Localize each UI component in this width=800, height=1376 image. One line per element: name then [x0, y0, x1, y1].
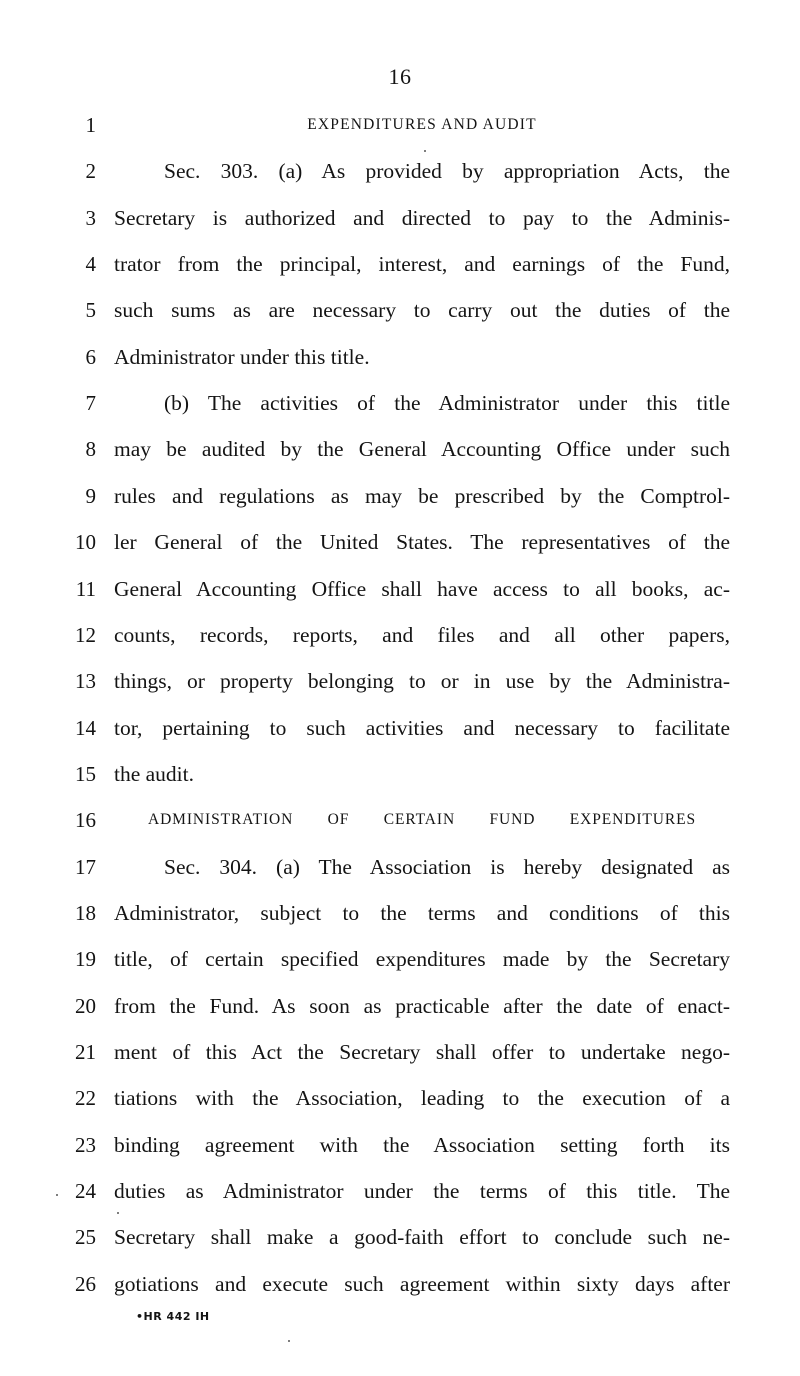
line-number: 11 [75, 576, 96, 601]
line-number: 18 [75, 900, 96, 925]
line-number: 5 [85, 298, 96, 323]
line-number: 4 [85, 252, 96, 277]
text-line [0, 989, 800, 1023]
line-number: 21 [75, 1040, 96, 1064]
line-text: binding agreement with the Association setting forth its [114, 1132, 730, 1157]
text-line [0, 525, 800, 559]
text-line [0, 618, 800, 652]
line-number: 25 [75, 1225, 96, 1250]
line-number: 14 [75, 715, 96, 740]
text-line [0, 340, 800, 374]
line-text: General Accounting Office shall have access to all books, ac- [114, 576, 730, 601]
text-line [0, 108, 800, 142]
line-number: 7 [85, 391, 96, 416]
page-number: 16 [388, 64, 412, 89]
text-line [0, 432, 800, 466]
text-line [0, 572, 800, 606]
line-number: 3 [85, 205, 96, 230]
line-number: 2 [85, 159, 96, 184]
text-line [0, 386, 800, 420]
line-number: 12 [75, 622, 96, 647]
text-line [0, 757, 800, 791]
line-text: counts, records, reports, and files and all other papers, [114, 622, 730, 647]
line-number: 20 [75, 993, 96, 1018]
line-number: 26 [75, 1271, 96, 1296]
line-text: Sec. 304. (a) The Association is hereby designated as [164, 854, 730, 879]
scan-speck [56, 1194, 58, 1196]
text-line [0, 1035, 800, 1069]
text-line [0, 850, 800, 884]
line-text: Administrator, subject to the terms and conditions of this [114, 900, 730, 925]
text-line [0, 942, 800, 976]
scan-speck [117, 1212, 119, 1214]
line-text: duties as Administrator under the terms of this title. The [114, 1179, 730, 1204]
line-text: Administrator under this title. [114, 344, 370, 369]
line-number: 1 [85, 113, 96, 137]
text-line [0, 293, 800, 327]
scan-speck [288, 1340, 290, 1342]
text-line [0, 201, 800, 235]
line-number: 15 [75, 761, 96, 786]
line-number: 22 [75, 1086, 96, 1111]
text-line [0, 896, 800, 930]
line-text: from the Fund. As soon as practicable after the date of enact- [114, 993, 730, 1018]
text-line [0, 664, 800, 698]
text-line [0, 1174, 800, 1208]
text-line [0, 1128, 800, 1162]
line-number: 9 [85, 483, 96, 508]
line-text: (b) The activities of the Administrator under this title [164, 391, 730, 416]
section-heading: ADMINISTRATION OF CERTAIN FUND EXPENDITURES [148, 811, 696, 829]
line-text: rules and regulations as may be prescribed by the Comptrol- [114, 483, 730, 508]
line-text: the audit. [114, 761, 195, 786]
text-line [0, 247, 800, 281]
line-text: Secretary shall make a good-faith effort to conclude such ne- [114, 1225, 730, 1250]
line-text: gotiations and execute such agreement within sixty days after [114, 1271, 730, 1296]
text-line [0, 479, 800, 513]
text-line [0, 803, 800, 837]
line-number: 24 [75, 1179, 96, 1204]
line-text: title, of certain specified expenditures made by the Secretary [114, 947, 730, 972]
line-number: 17 [75, 854, 96, 879]
text-line [0, 1081, 800, 1115]
line-text: Secretary is authorized and directed to pay to the Adminis- [114, 205, 730, 230]
line-text: tiations with the Association, leading to the execution of a [114, 1086, 730, 1111]
text-line [0, 154, 800, 188]
scan-speck [424, 150, 426, 152]
bill-identifier-footer: •HR 442 IH [136, 1310, 210, 1323]
line-number: 13 [75, 669, 96, 694]
line-text: may be audited by the General Accounting Office under such [114, 437, 730, 462]
text-line [0, 1267, 800, 1301]
line-text: Sec. 303. (a) As provided by appropriation Acts, the [164, 159, 730, 184]
line-text: tor, pertaining to such activities and necessary to facilitate [114, 715, 730, 740]
line-number: 6 [85, 344, 96, 369]
line-text: things, or property belonging to or in use by the Administra- [114, 669, 730, 694]
text-line [0, 1220, 800, 1254]
text-line [0, 711, 800, 745]
line-number: 8 [85, 437, 96, 462]
line-text: ler General of the United States. The representatives of the [114, 530, 730, 555]
line-text: ment of this Act the Secretary shall offer to undertake nego- [114, 1040, 730, 1064]
line-text: such sums as are necessary to carry out the duties of the [114, 298, 730, 323]
line-text: trator from the principal, interest, and earnings of the Fund, [114, 252, 730, 277]
line-number: 10 [75, 530, 96, 555]
line-number: 16 [75, 808, 96, 833]
section-heading: EXPENDITURES AND AUDIT [307, 116, 537, 133]
line-number: 19 [75, 947, 96, 972]
line-number: 23 [75, 1132, 96, 1157]
